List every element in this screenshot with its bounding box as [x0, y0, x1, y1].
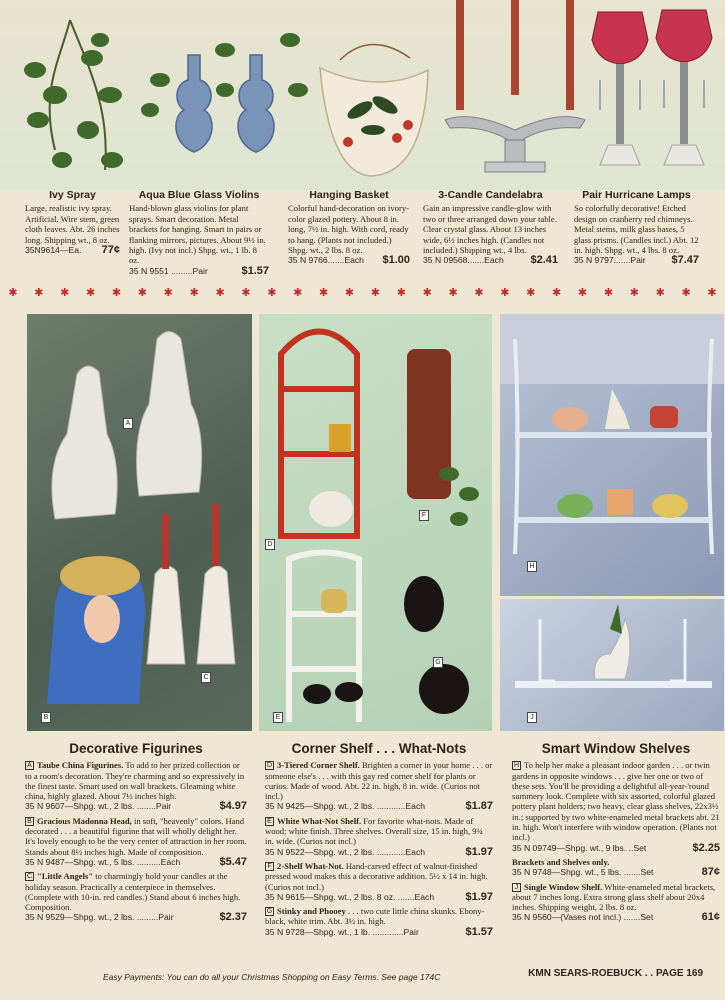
- star-divider: ✱ ✱ ✱ ✱ ✱ ✱ ✱ ✱ ✱ ✱ ✱ ✱ ✱ ✱ ✱ ✱ ✱ ✱ ✱ ✱ ✱ ✱ ✱ ✱ ✱ ✱ ✱ ✱: [8, 287, 717, 299]
- product-desc: Gain an impressive candle-glow with two or three arranged down your table. Clear crystal glass. About 13 inches wide, 6½ inches high. (Candles not included.) Shipping wt., 4 lbs.: [423, 203, 557, 256]
- item-text: To help her make a pleasant indoor garden . . . or twin gardens in opposite windows . . . give her one or two of these sets. You'll be providing a delightful all-year-'round summery look. Complete with six assorted, colorful glazed pottery plant holders; two heavy, clear glass shelves, 22x3½ in.; supported by two white-enameled metal brackets abt. 21 in. high. Won't interfere with window operation. (Plants not incl.): [512, 760, 720, 843]
- tag-a: A: [123, 418, 133, 429]
- catalog-number: 35 N 9728—Shpg. wt., 1 lb. .............Pair: [265, 926, 419, 937]
- catalog-number: 35 N 9748—Shpg. wt., 5 lbs. .......Set: [512, 867, 654, 878]
- price: $2.37: [219, 911, 247, 924]
- section-heading: Corner Shelf . . . What-Nots: [291, 741, 467, 756]
- item-brackets-only: [512, 857, 720, 878]
- item-b: [25, 816, 247, 867]
- item-text: in soft, "heavenly" colors. Hand decorated . . . a beautiful figurine that will wholly delight her. It's lovely enough to be the very center of attraction in her room. Stands about 8½ inches high. Made of composition.: [25, 815, 247, 857]
- item-e: [265, 816, 493, 857]
- item-lead: 2-Shelf What-Not.: [277, 860, 344, 871]
- window-shelves-photo: [500, 314, 724, 596]
- item-j: [512, 882, 720, 923]
- top-product-strip: [0, 0, 725, 200]
- glass-violins-image: [141, 33, 308, 152]
- item-text: . . . two cute little china skunks. Ebony-black, white trim. Abt. 3½ in. high.: [265, 906, 485, 927]
- tag-j: J: [527, 712, 537, 723]
- item-letter: B: [25, 817, 34, 826]
- item-letter: H: [513, 762, 520, 770]
- item-lead: Stinky and Phooey: [277, 906, 346, 917]
- product-name: Ivy Spray: [49, 189, 96, 201]
- item-c: [25, 871, 247, 922]
- tag-e: E: [273, 712, 283, 723]
- hurricane-lamps-image: [592, 10, 712, 165]
- catalog-number: 35 N 09749—Shpg. wt., 9 lbs. ..Set: [512, 842, 647, 853]
- item-lead: Brackets and Shelves only.: [512, 856, 610, 867]
- item-lead: Gracious Madonna Head,: [37, 815, 132, 826]
- single-window-shelf-photo: [500, 599, 724, 731]
- price: $4.97: [219, 800, 247, 813]
- item-letter: E: [265, 817, 274, 826]
- order-line: [423, 255, 558, 265]
- price: 87¢: [701, 866, 720, 879]
- price: $5.47: [219, 855, 247, 868]
- item-lead: Single Window Shelf.: [524, 881, 603, 892]
- easy-payments-note: Easy Payments: You can do all your Christmas Shopping on Easy Terms. See page 174C: [103, 972, 441, 982]
- price: $7.47: [671, 254, 699, 267]
- product-ivy-spray: [25, 190, 120, 255]
- price: $1.00: [382, 254, 410, 267]
- item-letter: G: [266, 908, 273, 916]
- price: $2.41: [530, 254, 558, 267]
- catalog-number: 35 N 9560—(Vases not incl.) .......Set: [512, 912, 654, 923]
- catalog-number: 35 N 09568.......Each: [423, 255, 504, 266]
- item-text: to charmingly hold your candles at the holiday season. Practically a centerpiece in themselves. (Complete with 10-in. red candles.) Stand about 6 inches high. Composition.: [25, 871, 241, 913]
- shelves-photo: [259, 314, 492, 731]
- price: $1.57: [465, 925, 493, 938]
- catalog-number: 35 N 9425—Shpg. wt., 2 lbs. ............Each: [265, 801, 426, 812]
- product-violins: [129, 190, 269, 276]
- tag-b: B: [41, 712, 51, 723]
- order-line: [574, 255, 699, 265]
- item-a: [25, 760, 247, 811]
- item-lead: White What-Not Shelf.: [277, 815, 362, 826]
- tag-d: D: [265, 539, 275, 550]
- tag-f: F: [419, 510, 429, 521]
- item-f: [265, 861, 493, 902]
- figurines-illustration: [27, 314, 252, 731]
- catalog-number: 35 N 9487—Shpg. wt., 5 lbs. ..........Each: [25, 856, 181, 867]
- item-g: [265, 906, 493, 937]
- item-letter: A: [25, 761, 34, 770]
- order-line: [129, 266, 269, 276]
- catalog-number: 35 N 9607—Shpg. wt., 2 lbs. ........Pair: [25, 801, 172, 812]
- product-name: 3-Candle Candelabra: [438, 189, 543, 201]
- item-text: For favorite what-nots. Made of wood; white finish. Three shelves. Overall size, 15 in. high, 9¾ in. wide. (Curios not incl.): [265, 815, 483, 847]
- ivy-spray-image: [24, 20, 123, 170]
- price: $2.25: [692, 841, 720, 854]
- catalog-number: 35 N 9797.......Pair: [574, 255, 646, 266]
- item-letter: J: [512, 883, 521, 892]
- page-number: KMN SEARS-ROEBUCK . . PAGE 169: [528, 968, 703, 979]
- hanging-basket-image: [320, 44, 428, 176]
- order-line: [288, 255, 410, 265]
- catalog-number: 35 N 9551 .........Pair: [129, 265, 208, 276]
- window-shelves-column: [512, 741, 720, 927]
- item-lead: Taube China Figurines.: [37, 760, 124, 771]
- item-lead: "Little Angels": [37, 871, 94, 882]
- item-h: [512, 760, 720, 853]
- item-text: White-enameled metal brackets, about 7 inches long. Extra strong glass shelf about 20x4 inches. Shipping weight, 2 lbs. 8 oz.: [512, 881, 716, 913]
- figurines-photo: [27, 314, 252, 731]
- price: 77¢: [101, 244, 120, 257]
- item-lead: 3-Tiered Corner Shelf.: [277, 760, 360, 771]
- catalog-number: 35 N 9529—Shpg. wt., 2 lbs. .........Pair: [25, 912, 174, 923]
- product-desc: Hand-blown glass violins for plant sprays. Smart decoration. Metal brackets for hanging. Smart in pairs or flanking mirrors, pictures. About 9½ in. high. (Ivy not incl.) Shpg. wt., 1 lb. 8 oz.: [129, 203, 266, 266]
- tag-h: H: [527, 561, 537, 572]
- item-text: Brighten a corner in your home . . . or someone else's . . . with this gay red corner shelf for plants or curios. Made of wood. Abt. 22 in. high, 8 in. wide. (Curios not incl.): [265, 760, 493, 802]
- product-desc: So colorfully decorative! Etched design on cranberry red chimneys. Metal stems, milk glass bases, 5 glass prisms. (Candles incl.) Abt. 12 in. high. Shpg. wt., 4 lbs. 8 oz.: [574, 203, 699, 256]
- top-illustrations: [0, 0, 725, 190]
- order-line: [25, 245, 120, 255]
- catalog-number: 35 N 9522—Shpg. wt., 2 lbs. ............Each: [265, 846, 426, 857]
- catalog-number: 35 N 9615—Shpg. wt., 2 lbs. 8 oz. .......Each: [265, 891, 435, 902]
- product-hurricane-lamps: [574, 190, 699, 266]
- shelves-illustration: [259, 314, 492, 731]
- catalog-number: 35N9614—Ea.: [25, 245, 82, 256]
- price: $1.57: [241, 264, 269, 277]
- page-footer: [0, 968, 725, 992]
- price: $1.97: [465, 890, 493, 903]
- tag-c: C: [201, 672, 211, 683]
- product-hanging-basket: [288, 190, 410, 266]
- item-letter: D: [266, 762, 273, 770]
- price: $1.97: [465, 845, 493, 858]
- product-candelabra: [423, 190, 558, 266]
- product-name: Hanging Basket: [309, 189, 389, 201]
- price: 61¢: [701, 911, 720, 924]
- product-desc: Large, realistic ivy spray. Artificial. Wire stem, green cloth leaves. Abt. 26 inches long. Shipping wt., 8 oz.: [25, 203, 120, 245]
- catalog-number: 35 N 9766.......Each: [288, 255, 364, 266]
- product-name: Aqua Blue Glass Violins: [138, 189, 260, 201]
- section-heading: Smart Window Shelves: [541, 741, 691, 756]
- tag-g: G: [433, 657, 443, 668]
- item-letter: C: [26, 873, 33, 881]
- price: $1.87: [465, 800, 493, 813]
- product-name: Pair Hurricane Lamps: [582, 189, 691, 201]
- item-text: To add to her prized collection or to a room's decoration. They're charming and so expressively in the finest taste. Smart used on wall brackets. Gleaming white china, highly glazed. About 7½ inches high.: [25, 760, 245, 802]
- item-text: Hand-carved effect of walnut-finished pressed wood makes this a decorative addition. 5½ x 14 in. high. (Curios not incl.): [265, 860, 488, 892]
- item-letter: F: [265, 862, 274, 871]
- product-desc: Colorful hand-decoration on ivory-color glazed pottery. About 8 in. long, 7½ in. high. With cord, ready to hang. (Plants not included.) Shpg. wt., 2 lbs. 8 oz.: [288, 203, 409, 256]
- section-heading: Decorative Figurines: [69, 741, 203, 756]
- window-shelves-illustration: [500, 314, 724, 596]
- item-d: [265, 760, 493, 811]
- shelves-column: [265, 741, 493, 941]
- candelabra-image: [445, 0, 585, 172]
- figurines-column: [25, 741, 247, 927]
